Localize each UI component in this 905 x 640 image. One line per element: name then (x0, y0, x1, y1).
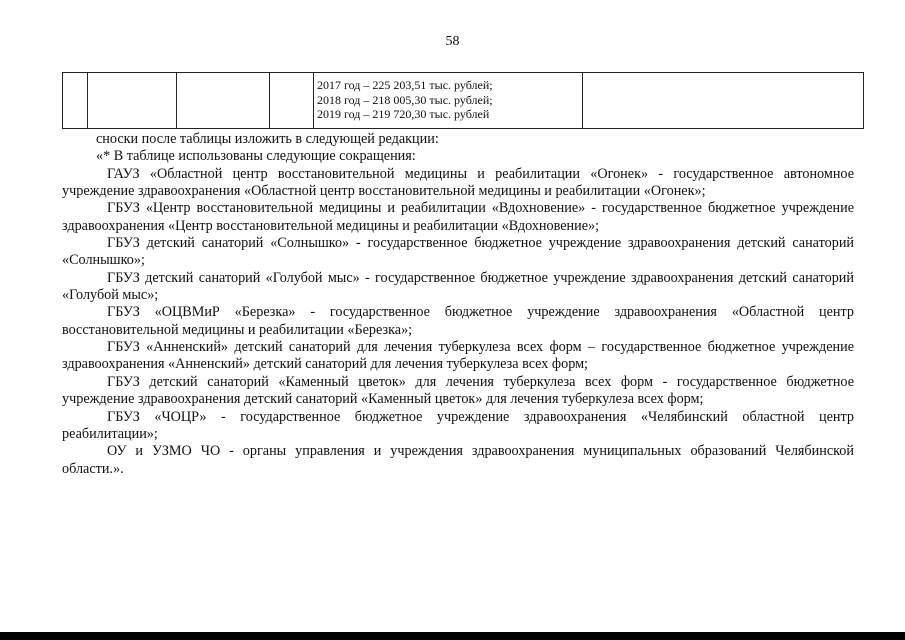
page-number: 58 (445, 34, 460, 49)
funding-year-2017: 2017 год – 225 203,51 тыс. рублей; (317, 78, 493, 92)
bottom-scan-edge (0, 632, 905, 640)
abbreviation-solnyshko: ГБУЗ детский санаторий «Солнышко» - государственное бюджетное учреждение здравоохранения детский санаторий «Солнышко»; (62, 235, 854, 269)
abbreviation-chotsr: ГБУЗ «ЧОЦР» - государственное бюджетное учреждение здравоохранения «Челябинский областной центр реабилитации»; (62, 408, 854, 442)
abbreviation-ogonek: ГАУЗ «Областной центр восстановительной медицины и реабилитации «Огонек» - государственное автономное учреждение здравоохранения «Областной центр восстановительной медицины и реабилитации «Огонек»; (62, 165, 854, 200)
table-cell-empty (88, 73, 177, 129)
table-cell-empty (583, 73, 864, 129)
abbreviation-vdokhnovenie: ГБУЗ «Центр восстановительной медицины и реабилитации «Вдохновение» - государственное бюджетное учреждение здравоохранения «Центр восстановительной медицины и реабилитации «Вдохновение»; (62, 200, 854, 234)
table-cell-empty (63, 73, 88, 129)
table-cell-empty (270, 73, 314, 129)
abbreviations-heading: «* В таблице использованы следующие сокращения: (96, 148, 416, 165)
intro-paragraph: сноски после таблицы изложить в следующей редакции: (96, 131, 439, 147)
abbreviation-berezka: ГБУЗ «ОЦВМиР «Березка» - государственное бюджетное учреждение здравоохранения «Областной центр восстановительной медицины и реабилитации «Березка»; (62, 304, 854, 338)
abbreviation-annenskiy: ГБУЗ «Анненский» детский санаторий для лечения туберкулеза всех форм – государственное бюджетное учреждение здравоохранения «Анненский» детский санаторий для лечения туберкулеза всех форм; (62, 339, 854, 373)
funding-year-2019: 2019 год – 219 720,30 тыс. рублей (317, 107, 490, 121)
funding-year-2018: 2018 год – 218 005,30 тыс. рублей; (317, 92, 493, 107)
table-row (63, 73, 864, 129)
funding-table (62, 72, 864, 129)
abbreviation-ou-uzmo: ОУ и УЗМО ЧО - органы управления и учреждения здравоохранения муниципальных образований Челябинской области.». (62, 443, 854, 477)
footnotes-text (62, 131, 854, 478)
abbreviation-kamennyy-tsvetok: ГБУЗ детский санаторий «Каменный цветок» для лечения туберкулеза всех форм - государственное бюджетное учреждение здравоохранения детский санаторий «Каменный цветок» для лечения туберкулеза всех форм; (62, 373, 854, 408)
table-cell-empty (177, 73, 270, 129)
funding-by-year-cell (314, 73, 583, 129)
abbreviation-goluboy-mys: ГБУЗ детский санаторий «Голубой мыс» - государственное бюджетное учреждение здравоохранения детский санаторий «Голубой мыс»; (62, 269, 854, 304)
